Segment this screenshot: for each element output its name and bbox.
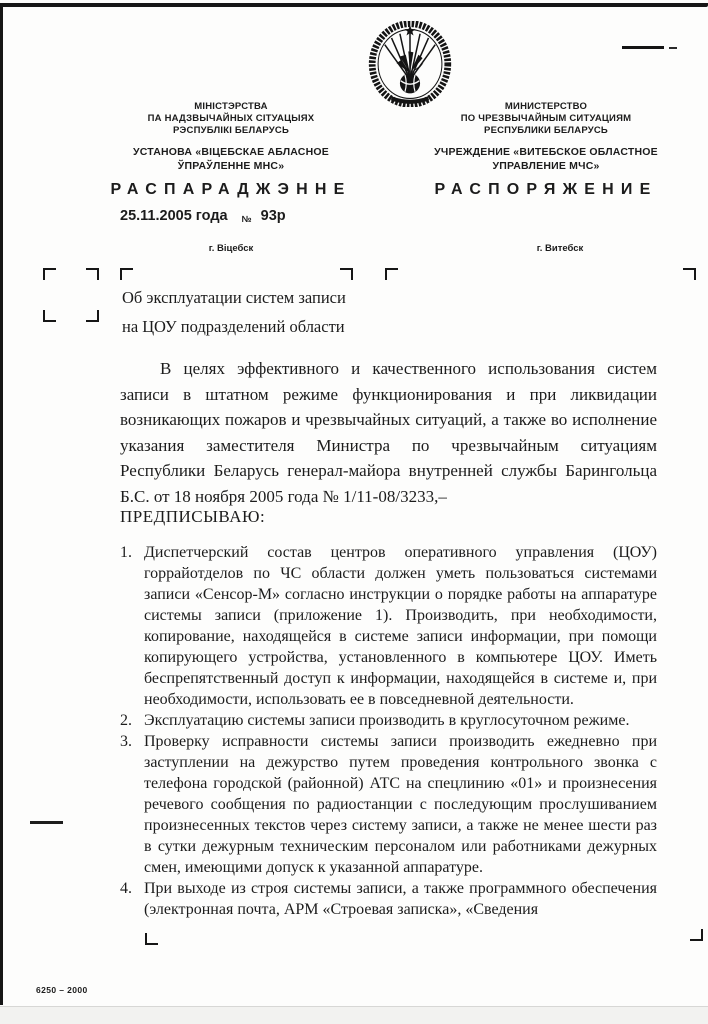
item-text: Диспетчерский состав центров оперативного управления (ЦОУ) горрайотделов по ЧС области должен уметь пользоваться системами записи «Сенсор-М» согласно инструкции о порядке работы на аппаратуре системы записи (приложение 1). Производить, при необходимости, копирование, находящейся в системе записи информации, при помощи копирующего устройства, установленного в компьютере ЦОУ. Иметь беспрепятственный доступ к информации, находящейся в системе и, при необходимости, использовать ее в повседневной деятельности. <box>144 544 657 708</box>
crop-mark <box>145 933 158 945</box>
scan-bottom-band <box>0 1007 708 1024</box>
doc-date: 25.11.2005 года <box>120 208 228 224</box>
print-code: 6250 – 2000 <box>36 985 88 995</box>
item-text: Проверку исправности системы записи производить ежедневно при заступлении на дежурство путем проведения контрольного звонка с телефона городской (районной) АТС на спецлинию «01» и произнесения речевого сообщения по радиостанции с последующим прослушиванием произнесенных текстов через систему записи, а также не менее шести раз в сутки дежурным техническим персоналом или работниками дежурных смен, имеющими допуск к указанной аппаратуре. <box>144 733 657 876</box>
subject-line: на ЦОУ подразделений области <box>122 317 345 336</box>
crop-mark <box>86 268 99 280</box>
scan-left-edge <box>0 3 3 1005</box>
right-org-institution <box>392 146 700 173</box>
directive-items <box>120 542 657 920</box>
doc-type-belarusian: РАСПАРАДЖЭННЕ <box>110 181 352 198</box>
item-number: 4. <box>120 880 132 897</box>
date-number-line <box>120 208 286 224</box>
crop-mark <box>340 268 353 280</box>
top-right-dash-small <box>669 47 677 49</box>
directive-word: ПРЕДПИСЫВАЮ: <box>120 507 266 526</box>
fold-mark <box>30 821 63 824</box>
doc-number: 93р <box>260 208 286 224</box>
top-right-dash <box>622 46 664 49</box>
ministry-line: ПА НАДЗВЫЧАЙНЫХ СІТУАЦЫЯХ <box>147 113 315 124</box>
city-russian: г. Витебск <box>536 243 584 254</box>
crop-mark <box>690 929 703 941</box>
institution-line: УСТАНОВА «ВІЦЕБСКАЕ АБЛАСНОЕ <box>133 146 329 158</box>
ministry-line: МІНІСТЭРСТВА <box>194 101 268 112</box>
directive-item-4 <box>120 878 657 920</box>
ministry-line: РЭСПУБЛІКІ БЕЛАРУСЬ <box>173 125 289 136</box>
crop-mark <box>43 268 56 280</box>
item-text: При выходе из строя системы записи, а также программного обеспечения (электронная почта, АРМ «Строевая записка», «Сведения <box>144 880 657 918</box>
item-number: 1. <box>120 544 132 561</box>
number-sign: № <box>241 214 252 224</box>
belarus-coat-of-arms-icon <box>368 21 452 107</box>
scan-top-edge <box>0 3 708 7</box>
item-number: 2. <box>120 712 132 729</box>
directive-item-2 <box>120 710 657 731</box>
crop-mark <box>385 268 398 280</box>
directive-item-1 <box>120 542 657 710</box>
ministry-line: РЕСПУБЛИКИ БЕЛАРУСЬ <box>484 125 608 136</box>
item-number: 3. <box>120 733 132 750</box>
crop-mark <box>120 268 133 280</box>
ministry-line: ПО ЧРЕЗВЫЧАЙНЫМ СИТУАЦИЯМ <box>460 113 632 124</box>
city-belarusian: г. Віцебск <box>208 243 254 254</box>
institution-line: УПРАВЛЕНИЕ МЧС» <box>492 159 600 172</box>
ministry-line: МИНИСТЕРСТВО <box>504 101 588 112</box>
right-org-ministry <box>392 101 700 137</box>
directive-item-3 <box>120 731 657 878</box>
doc-type-russian: РАСПОРЯЖЕНИЕ <box>434 181 658 198</box>
item-text: Эксплуатацию системы записи производить в круглосуточном режиме. <box>144 712 630 729</box>
subject-block <box>122 283 372 341</box>
left-org-ministry <box>100 101 362 137</box>
subject-line: Об эксплуатации систем записи <box>122 288 346 307</box>
crop-mark <box>43 310 56 322</box>
left-org-institution <box>100 146 362 173</box>
institution-line: УЧРЕЖДЕНИЕ «ВИТЕБСКОЕ ОБЛАСТНОЕ <box>434 146 658 158</box>
intro-paragraph: В целях эффективного и качественного использования систем записи в штатном режиме функционирования и при ликвидации возникающих пожаров и чрезвычайных ситуаций, а также во исполнение указания заместителя Министра по чрезвычайным ситуациям Республики Беларусь генерал-майора внутренней службы Барингольца Б.С. от 18 ноября 2005 года № 1/11-08/3233,– <box>120 359 657 506</box>
crop-mark <box>86 310 99 322</box>
crop-mark <box>683 268 696 280</box>
institution-line: ЎПРАЎЛЕННЕ МНС» <box>177 159 285 172</box>
